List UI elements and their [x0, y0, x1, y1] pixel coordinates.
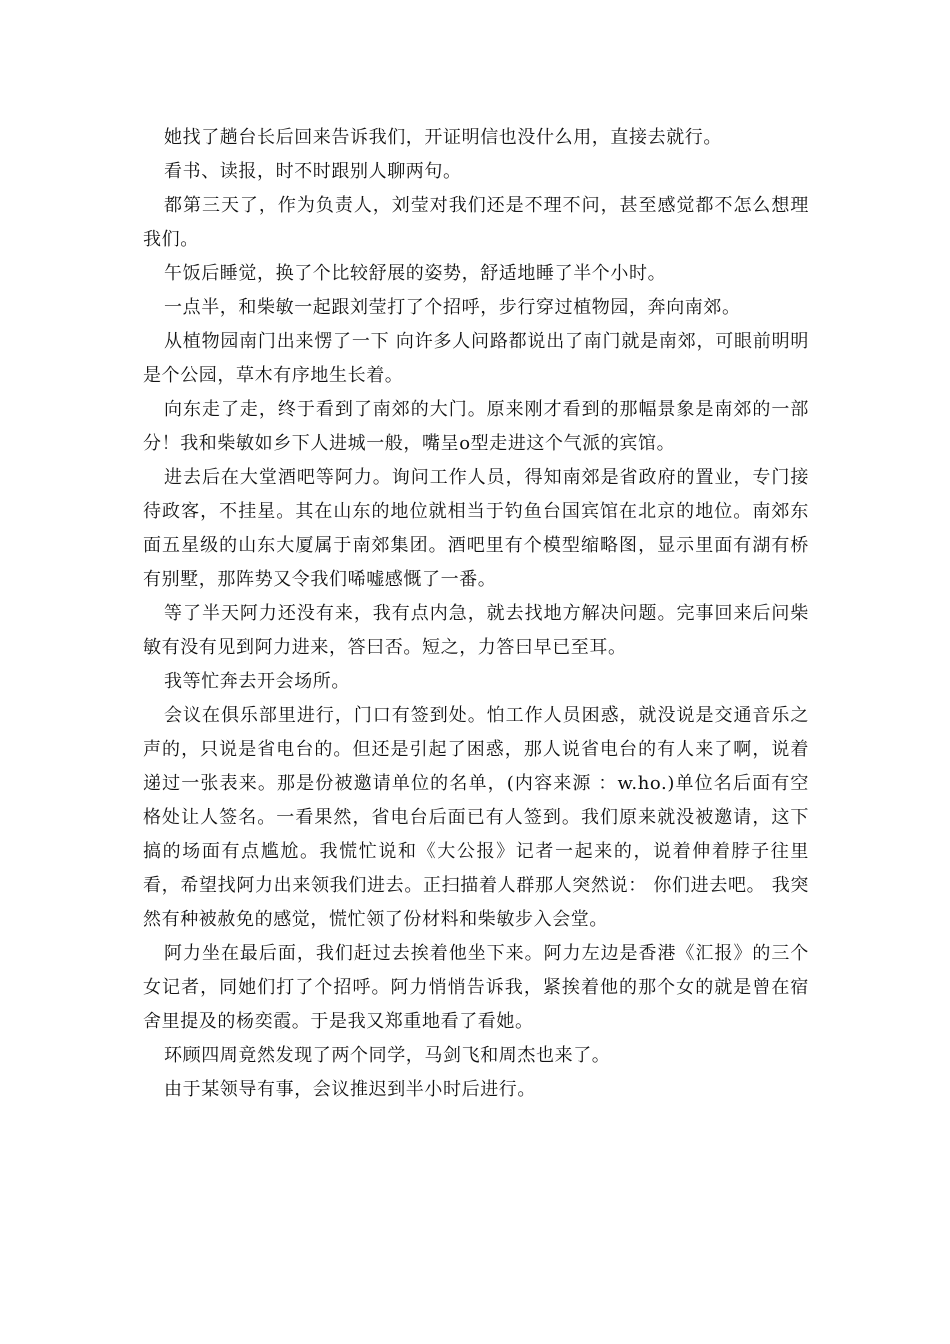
- paragraph: 进去后在大堂酒吧等阿力。询问工作人员，得知南郊是省政府的置业，专门接待政客，不挂星。其在山东的地位就相当于钓鱼台国宾馆在北京的地位。南郊东面五星级的山东大厦属于南郊集团。酒吧里有个模型缩略图，显示里面有湖有桥有别墅，那阵势又令我们唏嘘感慨了一番。: [143, 467, 809, 590]
- document-body: [143, 121, 809, 1107]
- paragraph: 从植物园南门出来愣了一下 向许多人问路都说出了南门就是南郊，可眼前明明是个公园，草木有序地生长着。: [143, 331, 809, 386]
- paragraph: 环顾四周竟然发现了两个同学，马剑飞和周杰也来了。: [164, 1045, 611, 1066]
- paragraph: 阿力坐在最后面，我们赶过去挨着他坐下来。阿力左边是香港《汇报》的三个女记者，同她们打了个招呼。阿力悄悄告诉我，紧挨着他的那个女的就是曾在宿舍里提及的杨奕霞。于是我又郑重地看了看她。: [143, 943, 809, 1032]
- paragraph: 等了半天阿力还没有来，我有点内急，就去找地方解决问题。完事回来后问柴敏有没有见到阿力进来，答曰否。短之，力答曰早已至耳。: [143, 603, 809, 658]
- paragraph: 她找了趟台长后回来告诉我们，开证明信也没什么用，直接去就行。: [164, 127, 722, 148]
- paragraph: 午饭后睡觉，换了个比较舒展的姿势，舒适地睡了半个小时。: [164, 263, 667, 284]
- paragraph: 看书、读报，时不时跟别人聊两句。: [164, 161, 462, 182]
- paragraph: 我等忙奔去开会场所。: [164, 671, 350, 692]
- paragraph: 会议在俱乐部里进行，门口有签到处。怕工作人员困惑，就没说是交通音乐之声的，只说是省电台的。但还是引起了困惑，那人说省电台的有人来了啊，说着递过一张表来。那是份被邀请单位的名单，(内容来源 ：w.ho.)单位名后面有空格处让人签名。一看果然，省电台后面已有人签到。我们原来就没被邀请，这下搞的场面有点尴尬。我慌忙说和《大公报》记者一起来的，说着伸着脖子往里看，希望找阿力出来领我们进去。正扫描着人群那人突然说： 你们进去吧。 我突然有种被赦免的感觉，慌忙领了份材料和柴敏步入会堂。: [143, 705, 809, 930]
- paragraph: 都第三天了，作为负责人，刘莹对我们还是不理不问，甚至感觉都不怎么想理我们。: [143, 195, 809, 250]
- paragraph: 一点半，和柴敏一起跟刘莹打了个招呼，步行穿过植物园，奔向南郊。: [164, 297, 741, 318]
- paragraph: 由于某领导有事，会议推迟到半小时后进行。: [164, 1079, 536, 1100]
- paragraph: 向东走了走，终于看到了南郊的大门。原来刚才看到的那幅景象是南郊的一部分！我和柴敏如乡下人进城一般，嘴呈o型走进这个气派的宾馆。: [143, 399, 809, 454]
